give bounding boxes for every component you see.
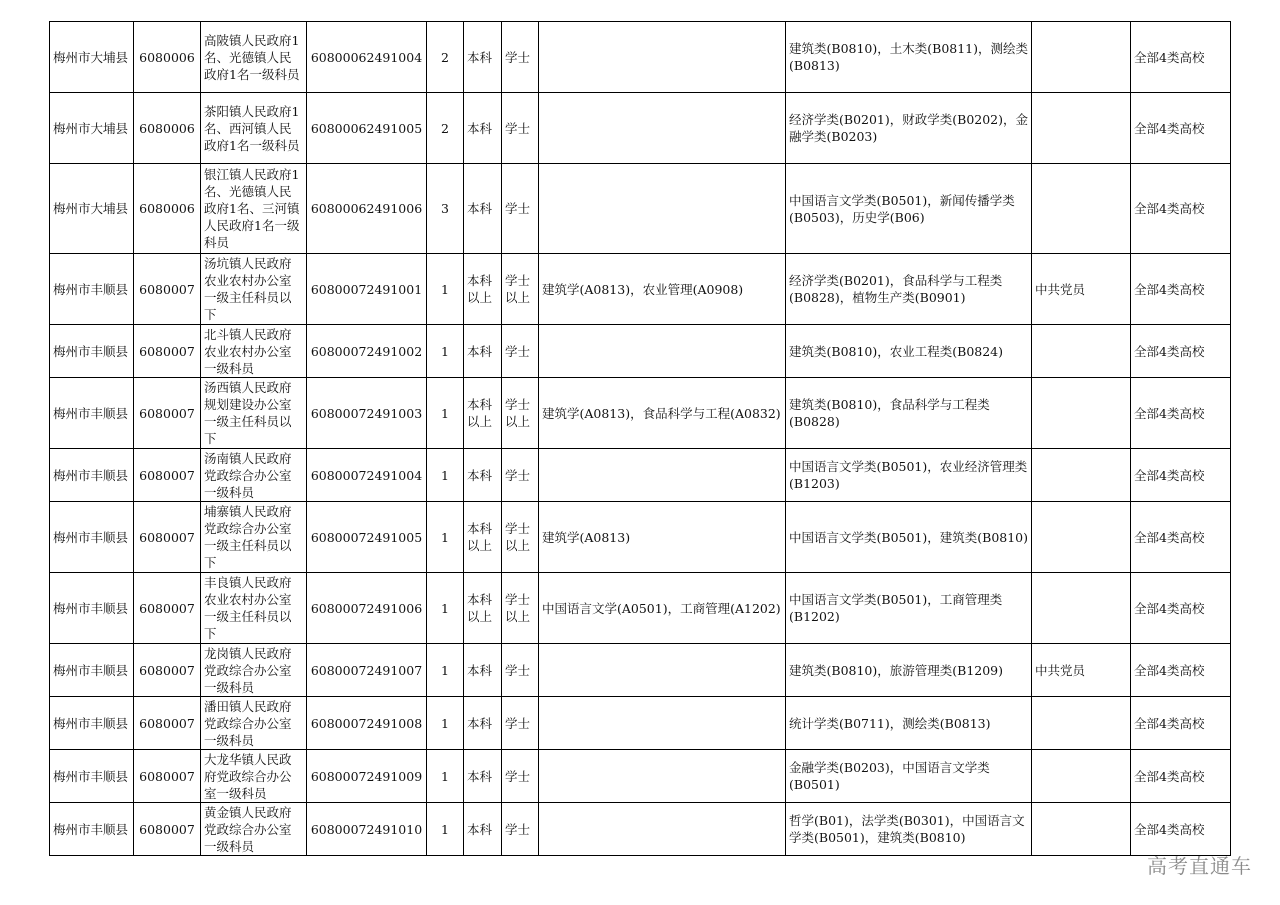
cell-region: 梅州市大埔县 xyxy=(50,22,134,93)
cell-school-type: 全部4类高校 xyxy=(1131,325,1231,378)
cell-education: 本科 xyxy=(464,697,502,750)
cell-position: 汤坑镇人民政府农业农村办公室一级主任科员以下 xyxy=(201,254,307,325)
cell-region: 梅州市丰顺县 xyxy=(50,750,134,803)
cell-job-code: 60800072491003 xyxy=(307,378,427,449)
cell-grad-major: 建筑学(A0813)，农业管理(A0908) xyxy=(539,254,786,325)
cell-count: 2 xyxy=(427,93,464,164)
cell-count: 1 xyxy=(427,750,464,803)
cell-education: 本科以上 xyxy=(464,502,502,573)
cell-school-type: 全部4类高校 xyxy=(1131,750,1231,803)
cell-job-code: 60800072491004 xyxy=(307,449,427,502)
cell-undergrad-major: 中国语言文学类(B0501)，新闻传播学类(B0503)，历史学(B06) xyxy=(786,164,1032,254)
cell-unit-code: 6080006 xyxy=(134,164,201,254)
cell-region: 梅州市丰顺县 xyxy=(50,573,134,644)
watermark: 高考直通车 xyxy=(1147,854,1252,878)
cell-undergrad-major: 金融学类(B0203)，中国语言文学类(B0501) xyxy=(786,750,1032,803)
table-row xyxy=(50,325,1231,378)
cell-job-code: 60800072491006 xyxy=(307,573,427,644)
cell-region: 梅州市丰顺县 xyxy=(50,644,134,697)
cell-job-code: 60800072491007 xyxy=(307,644,427,697)
cell-school-type: 全部4类高校 xyxy=(1131,22,1231,93)
cell-position: 大龙华镇人民政府党政综合办公室一级科员 xyxy=(201,750,307,803)
cell-degree: 学士 xyxy=(502,164,539,254)
cell-unit-code: 6080007 xyxy=(134,449,201,502)
cell-education: 本科 xyxy=(464,22,502,93)
cell-other-requirement xyxy=(1032,750,1131,803)
cell-region: 梅州市丰顺县 xyxy=(50,803,134,856)
cell-position: 黄金镇人民政府党政综合办公室一级科员 xyxy=(201,803,307,856)
cell-unit-code: 6080007 xyxy=(134,644,201,697)
table-row xyxy=(50,93,1231,164)
cell-degree: 学士以上 xyxy=(502,573,539,644)
cell-position: 茶阳镇人民政府1名、西河镇人民政府1名一级科员 xyxy=(201,93,307,164)
cell-undergrad-major: 统计学类(B0711)，测绘类(B0813) xyxy=(786,697,1032,750)
cell-education: 本科 xyxy=(464,325,502,378)
cell-count: 1 xyxy=(427,502,464,573)
table-row xyxy=(50,697,1231,750)
cell-position: 埔寨镇人民政府党政综合办公室一级主任科员以下 xyxy=(201,502,307,573)
cell-undergrad-major: 中国语言文学类(B0501)，工商管理类(B1202) xyxy=(786,573,1032,644)
cell-position: 潘田镇人民政府党政综合办公室一级科员 xyxy=(201,697,307,750)
cell-education: 本科 xyxy=(464,449,502,502)
cell-position: 汤西镇人民政府规划建设办公室一级主任科员以下 xyxy=(201,378,307,449)
cell-other-requirement xyxy=(1032,803,1131,856)
cell-position: 汤南镇人民政府党政综合办公室一级科员 xyxy=(201,449,307,502)
cell-count: 2 xyxy=(427,22,464,93)
table-row xyxy=(50,22,1231,93)
cell-other-requirement xyxy=(1032,502,1131,573)
cell-job-code: 60800072491002 xyxy=(307,325,427,378)
cell-undergrad-major: 经济学类(B0201)，食品科学与工程类(B0828)，植物生产类(B0901) xyxy=(786,254,1032,325)
cell-school-type: 全部4类高校 xyxy=(1131,164,1231,254)
cell-region: 梅州市丰顺县 xyxy=(50,697,134,750)
cell-school-type: 全部4类高校 xyxy=(1131,378,1231,449)
cell-region: 梅州市丰顺县 xyxy=(50,449,134,502)
cell-unit-code: 6080007 xyxy=(134,750,201,803)
cell-region: 梅州市大埔县 xyxy=(50,93,134,164)
cell-position: 高陂镇人民政府1名、光德镇人民政府1名一级科员 xyxy=(201,22,307,93)
table-body xyxy=(50,22,1231,856)
cell-region: 梅州市丰顺县 xyxy=(50,325,134,378)
cell-other-requirement xyxy=(1032,93,1131,164)
cell-other-requirement: 中共党员 xyxy=(1032,644,1131,697)
cell-other-requirement xyxy=(1032,325,1131,378)
cell-undergrad-major: 建筑类(B0810)，食品科学与工程类(B0828) xyxy=(786,378,1032,449)
cell-school-type: 全部4类高校 xyxy=(1131,803,1231,856)
table-row xyxy=(50,644,1231,697)
cell-unit-code: 6080007 xyxy=(134,254,201,325)
cell-undergrad-major: 经济学类(B0201)，财政学类(B0202)，金融学类(B0203) xyxy=(786,93,1032,164)
cell-degree: 学士 xyxy=(502,449,539,502)
cell-count: 1 xyxy=(427,325,464,378)
cell-undergrad-major: 哲学(B01)，法学类(B0301)，中国语言文学类(B0501)，建筑类(B0810) xyxy=(786,803,1032,856)
cell-school-type: 全部4类高校 xyxy=(1131,449,1231,502)
cell-other-requirement xyxy=(1032,164,1131,254)
cell-school-type: 全部4类高校 xyxy=(1131,697,1231,750)
cell-grad-major: 建筑学(A0813) xyxy=(539,502,786,573)
cell-region: 梅州市丰顺县 xyxy=(50,254,134,325)
cell-grad-major xyxy=(539,93,786,164)
table-row xyxy=(50,803,1231,856)
cell-other-requirement xyxy=(1032,378,1131,449)
cell-school-type: 全部4类高校 xyxy=(1131,644,1231,697)
cell-degree: 学士 xyxy=(502,697,539,750)
cell-school-type: 全部4类高校 xyxy=(1131,573,1231,644)
cell-job-code: 60800062491006 xyxy=(307,164,427,254)
cell-undergrad-major: 中国语言文学类(B0501)，建筑类(B0810) xyxy=(786,502,1032,573)
cell-grad-major xyxy=(539,644,786,697)
cell-degree: 学士以上 xyxy=(502,378,539,449)
cell-count: 3 xyxy=(427,164,464,254)
cell-unit-code: 6080007 xyxy=(134,697,201,750)
cell-position: 北斗镇人民政府农业农村办公室一级科员 xyxy=(201,325,307,378)
cell-degree: 学士 xyxy=(502,93,539,164)
cell-count: 1 xyxy=(427,803,464,856)
cell-job-code: 60800062491005 xyxy=(307,93,427,164)
cell-count: 1 xyxy=(427,573,464,644)
cell-education: 本科以上 xyxy=(464,254,502,325)
cell-grad-major xyxy=(539,22,786,93)
cell-education: 本科 xyxy=(464,750,502,803)
cell-other-requirement xyxy=(1032,697,1131,750)
cell-position: 银江镇人民政府1名、光德镇人民政府1名、三河镇人民政府1名一级科员 xyxy=(201,164,307,254)
cell-grad-major xyxy=(539,697,786,750)
table-row xyxy=(50,254,1231,325)
cell-job-code: 60800062491004 xyxy=(307,22,427,93)
table-row xyxy=(50,449,1231,502)
cell-unit-code: 6080007 xyxy=(134,573,201,644)
cell-unit-code: 6080007 xyxy=(134,502,201,573)
cell-education: 本科 xyxy=(464,803,502,856)
cell-undergrad-major: 中国语言文学类(B0501)，农业经济管理类(B1203) xyxy=(786,449,1032,502)
cell-position: 丰良镇人民政府农业农村办公室一级主任科员以下 xyxy=(201,573,307,644)
cell-degree: 学士以上 xyxy=(502,502,539,573)
cell-school-type: 全部4类高校 xyxy=(1131,93,1231,164)
cell-job-code: 60800072491005 xyxy=(307,502,427,573)
cell-count: 1 xyxy=(427,254,464,325)
cell-undergrad-major: 建筑类(B0810)，旅游管理类(B1209) xyxy=(786,644,1032,697)
cell-unit-code: 6080007 xyxy=(134,325,201,378)
cell-unit-code: 6080007 xyxy=(134,378,201,449)
cell-unit-code: 6080006 xyxy=(134,22,201,93)
cell-degree: 学士 xyxy=(502,325,539,378)
cell-count: 1 xyxy=(427,697,464,750)
cell-other-requirement xyxy=(1032,449,1131,502)
cell-school-type: 全部4类高校 xyxy=(1131,254,1231,325)
cell-grad-major: 建筑学(A0813)，食品科学与工程(A0832) xyxy=(539,378,786,449)
table-row xyxy=(50,573,1231,644)
table-row xyxy=(50,750,1231,803)
cell-education: 本科以上 xyxy=(464,378,502,449)
cell-grad-major xyxy=(539,325,786,378)
recruitment-table xyxy=(49,21,1231,856)
cell-degree: 学士 xyxy=(502,750,539,803)
cell-grad-major xyxy=(539,803,786,856)
cell-degree: 学士 xyxy=(502,803,539,856)
cell-degree: 学士 xyxy=(502,22,539,93)
cell-undergrad-major: 建筑类(B0810)，土木类(B0811)，测绘类(B0813) xyxy=(786,22,1032,93)
cell-region: 梅州市丰顺县 xyxy=(50,378,134,449)
cell-count: 1 xyxy=(427,644,464,697)
cell-other-requirement xyxy=(1032,22,1131,93)
cell-region: 梅州市丰顺县 xyxy=(50,502,134,573)
table-row xyxy=(50,378,1231,449)
table-row xyxy=(50,164,1231,254)
cell-degree: 学士以上 xyxy=(502,254,539,325)
cell-education: 本科 xyxy=(464,644,502,697)
cell-grad-major: 中国语言文学(A0501)，工商管理(A1202) xyxy=(539,573,786,644)
cell-grad-major xyxy=(539,449,786,502)
cell-other-requirement xyxy=(1032,573,1131,644)
cell-unit-code: 6080007 xyxy=(134,803,201,856)
cell-degree: 学士 xyxy=(502,644,539,697)
cell-unit-code: 6080006 xyxy=(134,93,201,164)
cell-education: 本科 xyxy=(464,93,502,164)
cell-region: 梅州市大埔县 xyxy=(50,164,134,254)
cell-count: 1 xyxy=(427,378,464,449)
cell-other-requirement: 中共党员 xyxy=(1032,254,1131,325)
cell-school-type: 全部4类高校 xyxy=(1131,502,1231,573)
cell-education: 本科以上 xyxy=(464,573,502,644)
cell-job-code: 60800072491001 xyxy=(307,254,427,325)
cell-grad-major xyxy=(539,164,786,254)
cell-count: 1 xyxy=(427,449,464,502)
cell-undergrad-major: 建筑类(B0810)，农业工程类(B0824) xyxy=(786,325,1032,378)
cell-position: 龙岗镇人民政府党政综合办公室一级科员 xyxy=(201,644,307,697)
cell-job-code: 60800072491008 xyxy=(307,697,427,750)
cell-job-code: 60800072491010 xyxy=(307,803,427,856)
cell-education: 本科 xyxy=(464,164,502,254)
cell-job-code: 60800072491009 xyxy=(307,750,427,803)
table-row xyxy=(50,502,1231,573)
cell-grad-major xyxy=(539,750,786,803)
